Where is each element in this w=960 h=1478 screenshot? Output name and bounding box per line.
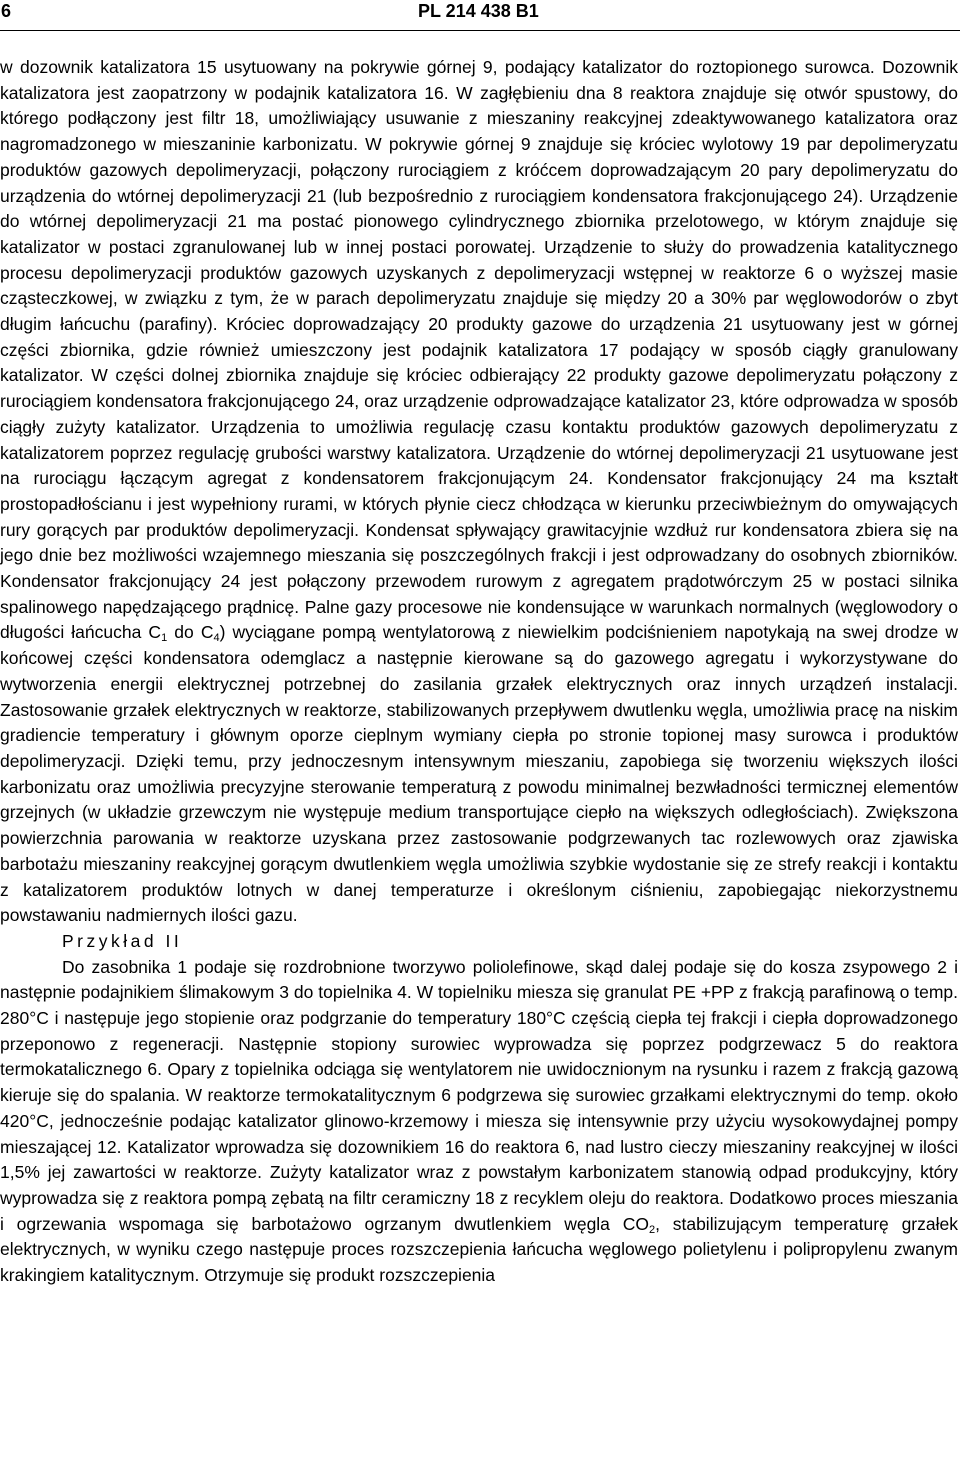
- body-text: [0, 55, 958, 1289]
- page-number: 6: [1, 1, 12, 21]
- paragraph-2-text: Do zasobnika 1 podaje się rozdrobnione tworzywo poliolefinowe, skąd dalej podaje się do kosza zsypowego 2 i następnie podajnikiem ślimakowym 3 do topielnika 4. W topielniku miesza się granulat PE +PP z frakcją parafinową o temp. 280°C i następuje jego stopienie oraz podgrzanie do temperatury 180°C częścią ciepła tej frakcji i ciepła doprowadzonego przeponowo z regeneracji. Następnie stopiony surowiec wyprowadza się poprzez podgrzewacz 5 do reaktora termokatalicznego 6. Opary z topielnika odciąga się wentylatorem nie uwidocznionym na rysunku i razem z frakcją gazową kieruje się do spalania. W reaktorze termokatalitycznym 6 podgrzewa się surowiec grzałkami elektrycznymi do temp. około 420°C, jednocześnie podając katalizator glinowo-krzemowy i miesza się intensywnie przy użyciu wysokowydajnej pompy mieszającej 12. Katalizator wprowadza się dozownikiem 16 do reaktora 6, nad lustro cieczy mieszaniny reakcyjnej w ilości 1,5% jej zawartości w reaktorze. Zużyty katalizator wraz z powstałym karbonizatem stanowią odpad produkcyjny, który wyprowadza się z reaktora pompą zębatą na filtr ceramiczny 18 z recyklem oleju do reaktora. Dodatkowo proces mieszania i ogrzewania wspomaga się barbotażowo ogrzanym dwutlenkiem węgla CO: [0, 956, 958, 1234]
- header-rule: [0, 30, 960, 31]
- paragraph-1-end: ) wyciągane pompą wentylatorową z niewielkim podciśnieniem napotykają na swej drodze w końcowej części kondensatora odemglacz a następnie kierowane są do gazowego agregatu i wykorzystywane do wytworzenia energii elektrycznej potrzebnej do zasilania grzałek elektrycznych oraz innych urządzeń instalacji. Zastosowanie grzałek elektrycznych w reaktorze, stabilizowanych przepływem dwutlenku węgla, umożliwia pracę na niskim gradiencie temperatury i głównym oporze cieplnym wymiany ciepła po stronie topionej masy surowca i produktów depolimeryzacji. Dzięki temu, przy jednoczesnym intensywnym mieszaniu, zapobiega się tworzeniu większych ilości karbonizatu oraz umożliwia precyzyjne sterowanie temperaturą z powodu minimalnej bezwładności termicznej elementów grzejnych (w układzie grzewczym nie występuje medium transportujące ciepło na większych odległościach). Zwiększona powierzchnia parowania w reaktorze uzyskana przez zastosowanie podgrzewanych tac rozlewowych oraz zjawiska barbotażu mieszaniny reakcyjnej gorącym dwutlenkiem węgla umożliwia szybkie wydostanie się ze strefy reakcji i kontaktu z katalizatorem produktów lotnych w danej temperaturze i określonym ciśnieniu, zapobiegając niekorzystnemu powstawaniu nadmiernych ilości gazu.: [0, 622, 958, 926]
- page-header: [0, 0, 960, 26]
- paragraph-1-mid: do C: [167, 622, 214, 643]
- document-id: PL 214 438 B1: [418, 1, 539, 21]
- paragraph-2-end: , stabilizującym temperaturę grzałek elektrycznych, w wyniku czego następuje proces rozszczepienia łańcucha węglowego polietylenu i polipropylenu zwanym krakingiem katalitycznym. Otrzymuje się produkt rozszczepienia: [0, 1213, 958, 1286]
- subscript-co2: 2: [648, 1223, 656, 1236]
- paragraph-1: [0, 55, 958, 929]
- subscript-c1: 1: [161, 632, 168, 645]
- example-heading: Przykład II: [62, 930, 183, 951]
- paragraph-1-text: w dozownik katalizatora 15 usytuowany na pokrywie górnej 9, podający katalizator do roztopionego surowca. Dozownik katalizatora jest zaopatrzony w podajnik katalizatora 16. W zagłębieniu dna 8 reaktora znajduje się otwór spustowy, do którego podłączony jest filtr 18, umożliwiający usuwanie z mieszaniny reakcyjnej zdeaktywowanego katalizatora oraz nagromadzonego w mieszaninie karbonizatu. W pokrywie górnej 9 znajduje się króciec wylotowy 19 par depolimeryzatu produktów gazowych depolimeryzacji, połączony rurociągiem z króćcem doprowadzającym 20 pary depolimeryzatu do urządzenia do wtórnej depolimeryzacji 21 (lub bezpośrednio z rurociągiem kondensatora frakcjonującego 24). Urządzenie do wtórnej depolimeryzacji 21 ma postać pionowego cylindrycznego zbiornika przelotowego, w którym znajduje się katalizator w postaci zgranulowanej lub w innej postaci porowatej. Urządzenie to służy do prowadzenia katalitycznego procesu depolimeryzacji produktów gazowych uzyskanych z depolimeryzacji wstępnej w reaktorze 6 o wyższej masie cząsteczkowej, w związku z tym, że w parach depolimeryzatu znajduje się między 20 a 30% par węglowodorów o zbyt długim łańcuchu (parafiny). Króciec doprowadzający 20 produkty gazowe do urządzenia 21 usytuowany jest w górnej części zbiornika, gdzie również umieszczony jest podajnik katalizatora 17 podający w sposób ciągły granulowany katalizator. W części dolnej zbiornika znajduje się króciec odbierający 22 produkty gazowe depolimeryzatu połączony z rurociągiem kondensatora frakcjonującego 24, oraz urządzenie odprowadzające katalizator 23, które odprowadza w sposób ciągły zużyty katalizator. Urządzenia to umożliwia regulację czasu kontaktu produktów gazowych depolimeryzatu z katalizatorem poprzez regulację grubości warstwy katalizatora. Urządzenie do wtórnej depolimeryzacji 21 usytuowane jest na rurociągu łączącym agregat z kondensatorem frakcjonującym 24. Kondensator frakcjonujący 24 ma kształt prostopadłościanu i jest wypełniony rurami, w których płynie ciecz chłodząca w kierunku przeciwbieżnym do omywających rury gorących par produktów depolimeryzacji. Kondensat spływający grawitacyjnie wzdłuż rur kondensatora zbiera się na jego dnie bez możliwości wzajemnego mieszania się poszczególnych frakcji i jest odprowadzany do osobnych zbiorników. Kondensator frakcjonujący 24 jest połączony przewodem rurowym z agregatem prądotwórczym 25 w postaci silnika spalinowego napędzającego prądnicę. Palne gazy procesowe nie kondensujące w warunkach normalnych (węglowodory o długości łańcucha C: [0, 57, 958, 643]
- subscript-c4: 4: [213, 632, 220, 645]
- paragraph-2: [0, 955, 958, 1289]
